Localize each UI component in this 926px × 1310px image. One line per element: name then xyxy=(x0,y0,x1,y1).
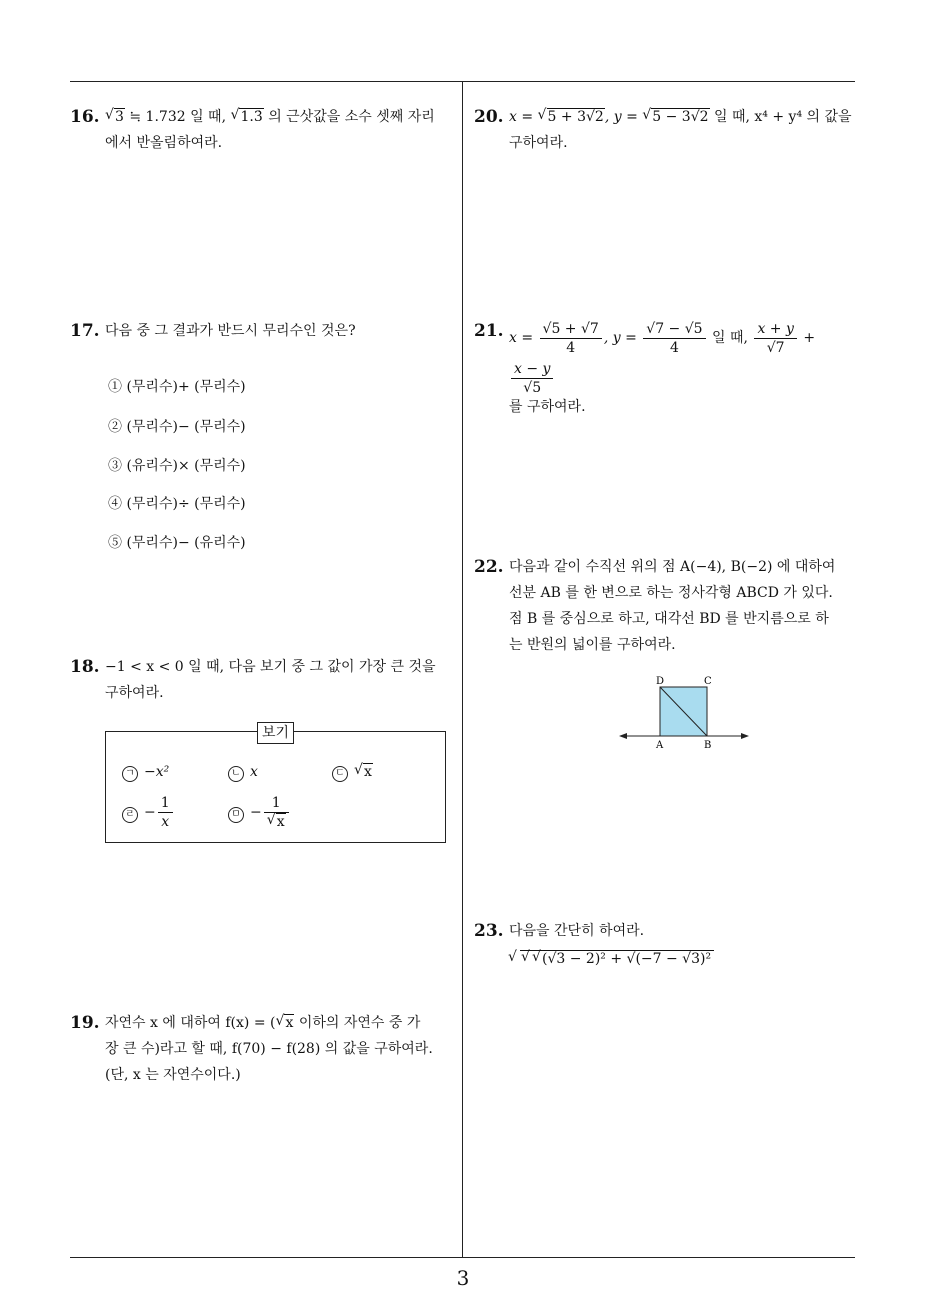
option-n[interactable]: ㄴ x xyxy=(228,764,258,782)
circled-r-icon: ㄹ xyxy=(122,807,138,823)
bogi-box xyxy=(105,725,446,843)
question-number: 16. xyxy=(70,107,100,127)
circled-m-icon: ㅁ xyxy=(228,807,244,823)
square-diagram xyxy=(615,672,755,752)
question-number: 18. xyxy=(70,657,100,677)
question-number: 22. xyxy=(474,557,504,577)
choice-2[interactable]: ② (무리수)− (무리수) xyxy=(108,419,246,435)
circled-d-icon: ㄷ xyxy=(332,766,348,782)
column-divider xyxy=(462,82,463,1258)
question-23: 23. 다음을 간단히 하여라. xyxy=(474,918,864,944)
bogi-title: 보기 xyxy=(257,722,294,744)
option-m[interactable]: ㅁ − 1 √ x xyxy=(228,794,291,831)
question-number: 23. xyxy=(474,921,504,941)
question-number: 19. xyxy=(70,1013,100,1033)
label-b: B xyxy=(704,740,712,751)
label-c: C xyxy=(704,676,712,687)
question-number: 20. xyxy=(474,107,504,127)
q23-expression: √ √ √ (√3 − 2)² + √(−7 − √3)² xyxy=(508,946,714,972)
circled-n-icon: ㄴ xyxy=(228,766,244,782)
question-19: 19. 자연수 x 에 대하여 f(x) = (√ x 이하의 자연수 중 가 장 큰 수)라고 할 때, f(70) − f(28) 의 값을 구하여라. (단, x 는 자연수이다.) xyxy=(70,1010,460,1088)
question-21: 21. x = $\frac{√5 + √7}{4}$ , y = $\frac{√7 - √5}{4}$ 일 때, $\frac{x + y}{√7}$ + $\frac{x - y}{√5}$ 를 구하여라. xyxy=(474,318,864,420)
option-g[interactable]: ㄱ −x² xyxy=(122,764,169,782)
question-22: 22. 다음과 같이 수직선 위의 점 A(−4), B(−2) 에 대하여 선분 AB 를 한 변으로 하는 정사각형 ABCD 가 있다. 점 B 를 중심으로 하고, 대각선 BD 를 반지름으로 하 는 반원의 넓이를 구하여라. xyxy=(474,554,864,658)
choice-5[interactable]: ⑤ (무리수)− (유리수) xyxy=(108,535,246,551)
circled-g-icon: ㄱ xyxy=(122,766,138,782)
question-18: 18. −1 < x < 0 일 때, 다음 보기 중 그 값이 가장 큰 것을 구하여라. xyxy=(70,654,460,706)
question-17: 17. 다음 중 그 결과가 반드시 무리수인 것은? xyxy=(70,318,455,344)
label-a: A xyxy=(656,740,664,751)
sqrt-1-3: √ 1.3̇ xyxy=(230,104,263,130)
option-r[interactable]: ㄹ − $\frac{1}{x}$ xyxy=(122,794,175,831)
footer-rule xyxy=(70,1257,855,1258)
sqrt-3: √ 3 xyxy=(105,104,125,130)
question-number: 21. xyxy=(474,321,504,341)
arrow-left-icon xyxy=(619,733,627,739)
question-16: 16. √ 3 ≒ 1.732 일 때, √ 1.3̇ 의 근삿값을 소수 셋째 자리 에서 반올림하여라. xyxy=(70,104,455,156)
option-d[interactable]: ㄷ√ x xyxy=(332,764,373,782)
label-d: D xyxy=(656,676,665,687)
question-number: 17. xyxy=(70,321,100,341)
arrow-right-icon xyxy=(741,733,749,739)
choice-3[interactable]: ③ (유리수)× (무리수) xyxy=(108,458,246,474)
choice-1[interactable]: ① (무리수)+ (무리수) xyxy=(108,379,246,395)
question-20: 20. x = √ 5 + 3√2, y = √ 5 − 3√2 일 때, x⁴ + y⁴ 의 값을 구하여라. xyxy=(474,104,864,156)
page-number: 3 xyxy=(456,1266,470,1290)
choice-4[interactable]: ④ (무리수)÷ (무리수) xyxy=(108,496,246,512)
